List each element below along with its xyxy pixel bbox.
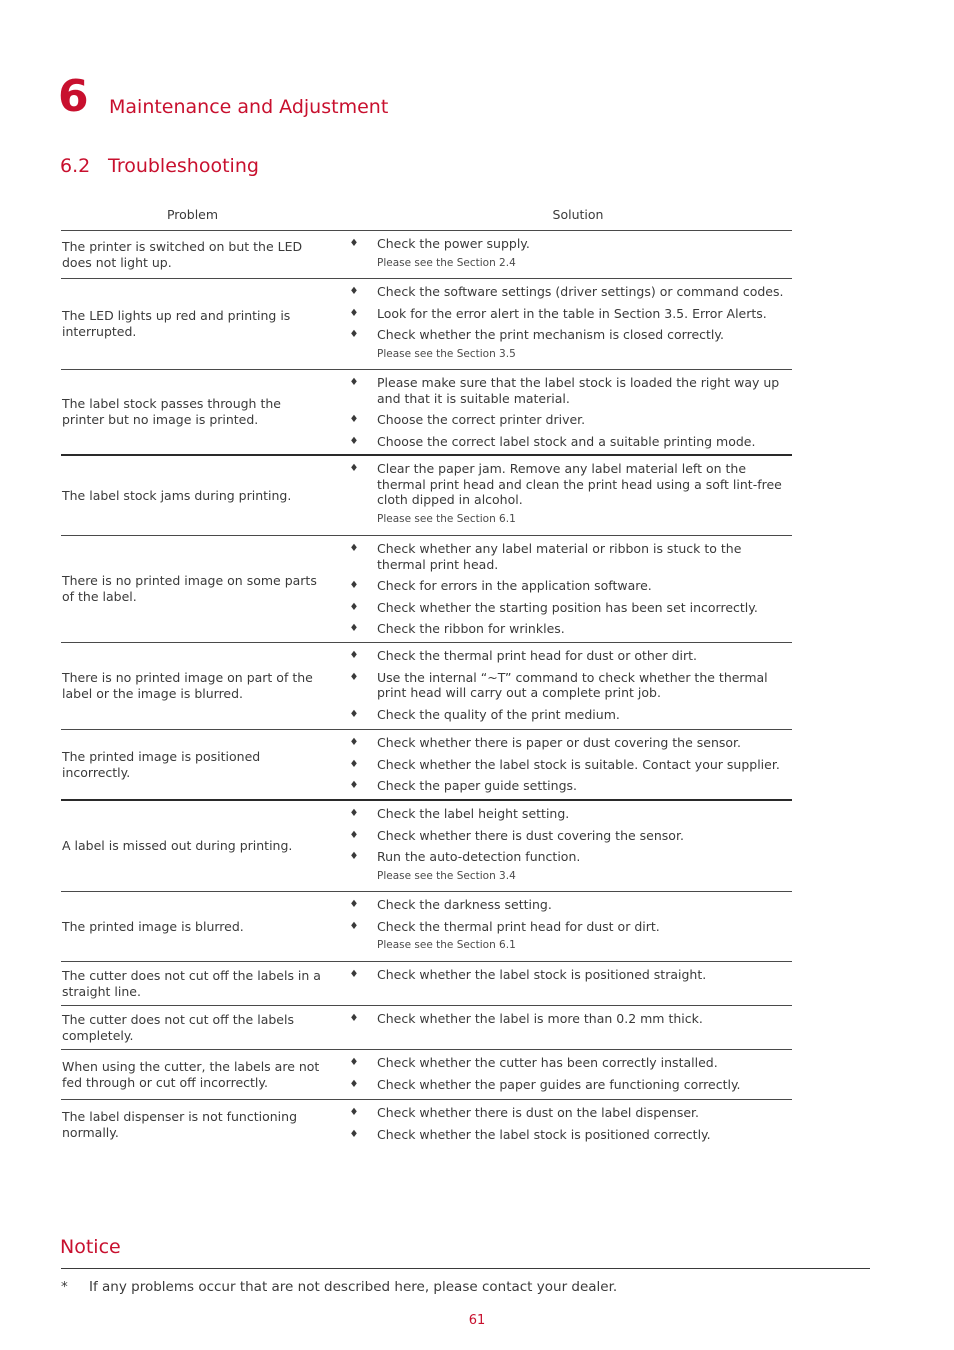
solution-item [331,1077,792,1093]
solution-item [331,284,792,300]
solution-cell [331,536,792,642]
solution-text: Check the paper guide settings. [377,778,577,793]
problem-cell: The printer is switched on but the LED does not light up. [62,238,303,270]
solution-text: Check whether the cutter has been correctly installed. [377,1055,718,1070]
solution-text: Please make sure that the label stock is loaded the right way up and that it is suitable material. [377,375,780,406]
solution-text: Run the auto-detection function. [377,849,581,864]
diamond-bullet-icon: ♦ [349,1057,359,1068]
solution-text: Check whether the paper guides are functioning correctly. [377,1076,741,1092]
diamond-bullet-icon: ♦ [349,463,359,474]
table-row [61,456,792,536]
solution-item [331,327,792,343]
diamond-bullet-icon: ♦ [349,808,359,819]
solution-text: Check whether the label stock is suitable. Contact your supplier. [377,756,780,772]
table-row [61,231,792,279]
diamond-bullet-icon: ♦ [349,307,359,319]
diamond-bullet-icon: ♦ [349,737,359,748]
solution-item [331,897,792,913]
solution-item [331,236,792,252]
section-title: Troubleshooting [108,155,259,177]
solution-item [331,600,792,616]
solution-cell [331,801,792,891]
solution-cell [331,279,792,369]
section-reference: Please see the Section 6.1 [377,939,516,951]
problem-cell: The label stock passes through the printer but no image is printed. [62,396,281,427]
diamond-bullet-icon: ♦ [349,435,359,447]
solution-item [331,541,792,572]
diamond-bullet-icon: ♦ [349,899,359,910]
problem-cell: There is no printed image on part of the label or the image is blurred. [62,670,313,701]
header-solution: Solution [552,207,604,222]
solution-cell [331,1006,792,1049]
header-problem: Problem [166,207,219,222]
solution-cell [331,1050,792,1099]
solution-item [331,828,792,844]
page-number: 61 [468,1313,486,1328]
solution-cell [331,962,792,1005]
solution-cell [331,643,792,729]
problem-cell: The cutter does not cut off the labels completely. [62,1011,294,1043]
solution-item [331,919,792,935]
table-row [61,1006,792,1050]
table-row [61,370,792,456]
solution-item [331,670,792,701]
solution-text: Check for errors in the application software. [377,578,652,593]
diamond-bullet-icon: ♦ [349,671,359,683]
solution-text: Check the darkness setting. [377,897,552,912]
solution-text: Check whether the label stock is positioned straight. [377,967,707,982]
solution-item [331,1105,792,1121]
solution-item [331,461,792,508]
diamond-bullet-icon: ♦ [349,286,359,297]
table-row [61,962,792,1006]
diamond-bullet-icon: ♦ [349,1078,359,1090]
solution-item [331,735,792,751]
table-row [61,536,792,643]
solution-text: Choose the correct printer driver. [377,412,586,427]
section-reference: Please see the Section 2.4 [377,256,516,269]
table-row [61,892,792,962]
solution-text: Clear the paper jam. Remove any label material left on the thermal print head and clean the print head using a soft lint-free cloth dipped in alcohol. [377,461,782,507]
solution-cell [331,370,792,454]
solution-text: Use the internal “~T” command to check whether the thermal print head will carry out a complete print job. [377,669,768,700]
table-row [61,801,792,892]
problem-cell: The label dispenser is not functioning normally. [62,1109,298,1140]
diamond-bullet-icon: ♦ [349,580,359,591]
solution-item [331,707,792,723]
solution-item [331,578,792,594]
diamond-bullet-icon: ♦ [349,780,359,791]
table-row [61,279,792,370]
section-heading [60,153,259,179]
solution-item [331,778,792,794]
solution-item [331,434,792,450]
diamond-bullet-icon: ♦ [349,650,359,661]
solution-item [331,621,792,637]
solution-text: Check the thermal print head for dust or other dirt. [377,648,698,663]
notice-divider [61,1268,870,1269]
table-row [61,643,792,730]
solution-text: Check whether there is dust on the label dispenser. [377,1105,700,1120]
problem-cell: The cutter does not cut off the labels in a straight line. [62,967,321,999]
problem-cell: The printed image is positioned incorrectly. [62,748,261,780]
table-header [61,204,792,231]
solution-item [331,1055,792,1071]
problem-cell: The printed image is blurred. [62,918,244,934]
chapter-title: Maintenance and Adjustment [109,96,389,118]
solution-text: Choose the correct label stock and a suitable printing mode. [377,433,756,449]
solution-text: Check the quality of the print medium. [377,706,620,722]
solution-text: Look for the error alert in the table in Section 3.5. Error Alerts. [377,305,767,321]
diamond-bullet-icon: ♦ [349,623,359,634]
diamond-bullet-icon: ♦ [349,414,359,425]
problem-cell: A label is missed out during printing. [62,838,293,853]
notice-marker: * [61,1279,68,1295]
solution-item [331,757,792,773]
problem-cell: When using the cutter, the labels are not fed through or cut off incorrectly. [62,1058,320,1090]
diamond-bullet-icon: ♦ [349,1128,359,1140]
diamond-bullet-icon: ♦ [349,543,359,554]
solution-cell [331,1100,792,1150]
solution-text: Check the ribbon for wrinkles. [377,621,565,636]
section-reference: Please see the Section 6.1 [377,512,516,525]
solution-text: Check the thermal print head for dust or dirt. [377,918,660,934]
section-number: 6.2 [60,155,91,177]
notice-title: Notice [60,1236,121,1258]
solution-item [331,849,792,865]
solution-text: Check whether there is dust covering the sensor. [377,827,684,843]
diamond-bullet-icon: ♦ [349,969,359,980]
solution-item [331,375,792,406]
table-row [61,1050,792,1100]
solution-text: Check the software settings (driver settings) or command codes. [377,284,784,299]
solution-text: Check whether the label stock is positioned correctly. [377,1126,711,1142]
solution-cell [331,730,792,799]
solution-text: Check the power supply. [377,236,530,251]
problem-cell: There is no printed image on some parts of the label. [62,573,317,604]
solution-item [331,306,792,322]
section-reference: Please see the Section 3.5 [377,347,516,360]
diamond-bullet-icon: ♦ [349,1107,359,1118]
solution-text: Check whether the starting position has been set incorrectly. [377,599,758,615]
diamond-bullet-icon: ♦ [349,329,359,340]
solution-item [331,967,792,983]
diamond-bullet-icon: ♦ [349,601,359,613]
solution-text: Check whether there is paper or dust covering the sensor. [377,735,742,750]
notice-text [61,1277,617,1297]
diamond-bullet-icon: ♦ [349,851,359,862]
solution-cell [331,892,792,961]
solution-text: Check whether any label material or ribbon is stuck to the thermal print head. [377,541,742,572]
problem-cell: The LED lights up red and printing is interrupted. [62,308,291,339]
table-body [61,231,792,1150]
solution-cell [331,231,792,278]
solution-text: Check whether the label is more than 0.2 mm thick. [377,1011,703,1026]
diamond-bullet-icon: ♦ [349,829,359,841]
solution-item [331,806,792,822]
problem-cell: The label stock jams during printing. [62,487,292,503]
diamond-bullet-icon: ♦ [349,708,359,720]
solution-item [331,1011,792,1027]
diamond-bullet-icon: ♦ [349,377,359,388]
troubleshooting-table [61,204,792,1150]
solution-item [331,1127,792,1143]
chapter-number: 6 [58,71,89,122]
diamond-bullet-icon: ♦ [349,758,359,770]
notice-body: If any problems occur that are not described here, please contact your dealer. [89,1279,618,1295]
solution-item [331,648,792,664]
table-row [61,1100,792,1150]
solution-text: Check the label height setting. [377,806,570,821]
diamond-bullet-icon: ♦ [349,238,359,249]
solution-text: Check whether the print mechanism is closed correctly. [377,327,724,342]
section-reference: Please see the Section 3.4 [377,869,516,882]
solution-cell [331,456,792,535]
table-row [61,730,792,801]
diamond-bullet-icon: ♦ [349,1013,359,1024]
solution-item [331,412,792,428]
diamond-bullet-icon: ♦ [349,920,359,932]
